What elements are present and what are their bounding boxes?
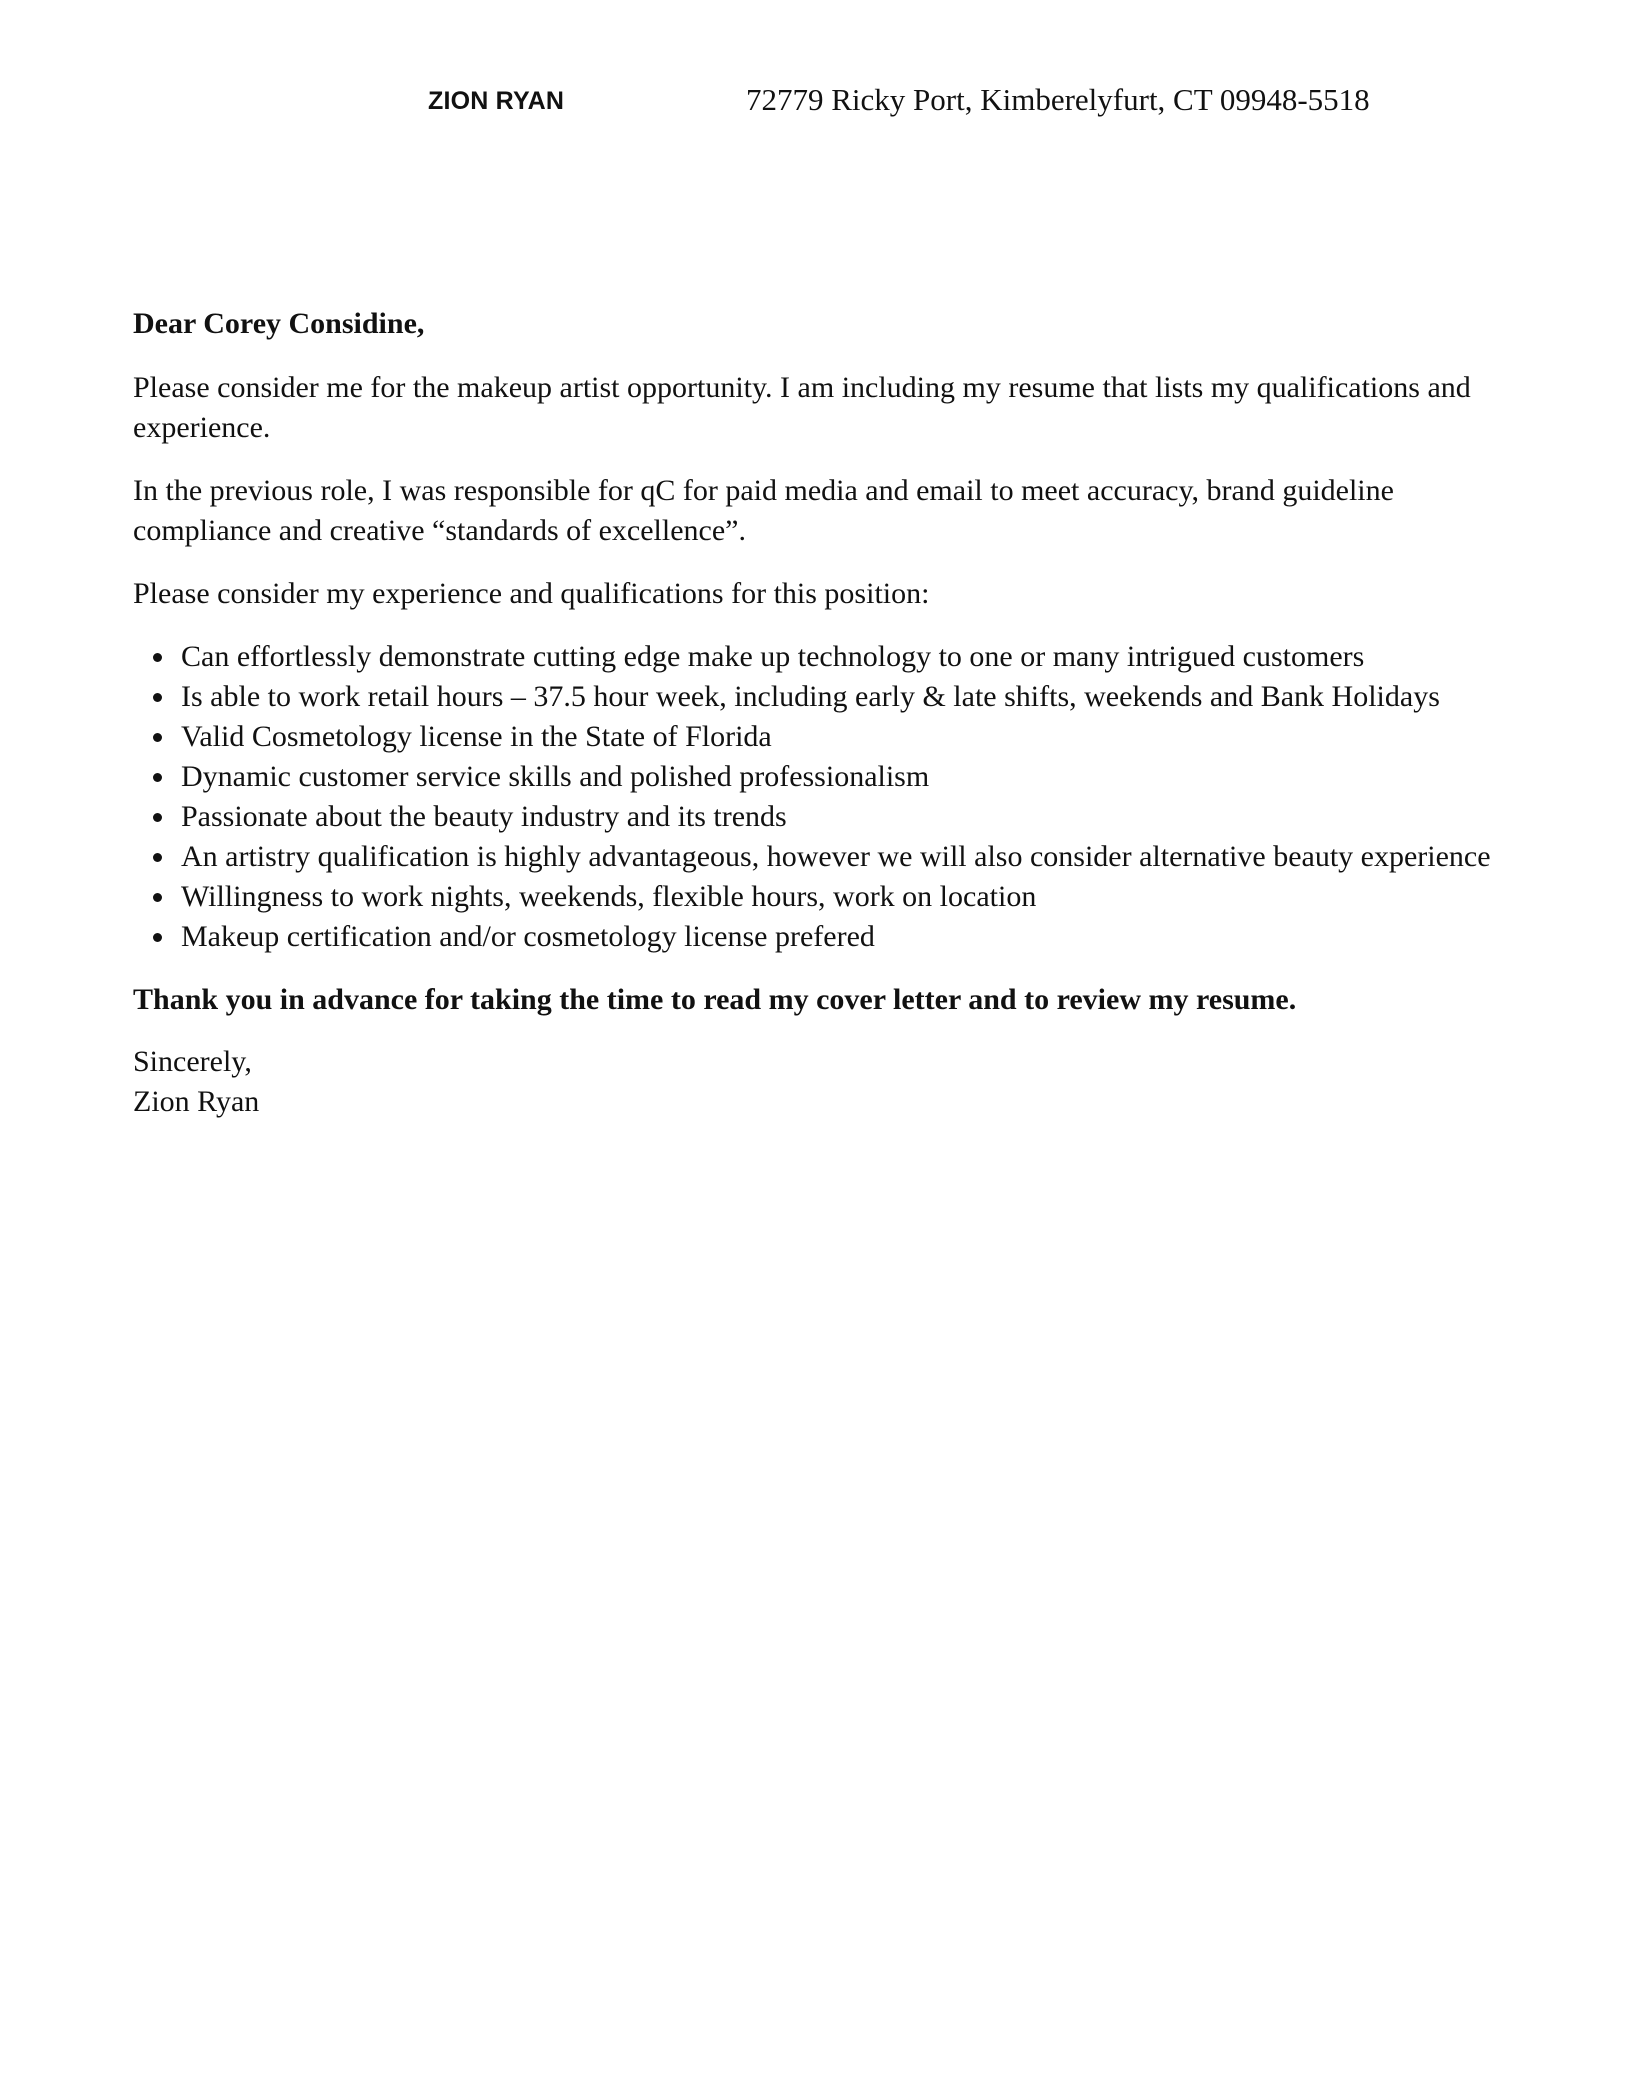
signature-name: Zion Ryan xyxy=(133,1085,260,1118)
list-item xyxy=(133,797,1513,837)
list-item-text: Is able to work retail hours – 37.5 hour week, including early & late shifts, weekends and Bank Holidays xyxy=(181,680,1440,713)
list-item-text: Passionate about the beauty industry and its trends xyxy=(181,800,787,833)
list-item xyxy=(133,677,1513,717)
bullet-icon xyxy=(153,693,162,702)
bullet-icon xyxy=(153,813,162,822)
list-item-text: Valid Cosmetology license in the State of Florida xyxy=(181,720,772,753)
letter-header xyxy=(0,80,1632,124)
list-item xyxy=(133,757,1513,797)
intro-paragraph: Please consider me for the makeup artist opportunity. I am including my resume that lists my qualifications and experience. xyxy=(133,371,1471,444)
bullet-icon xyxy=(153,933,162,942)
previous-role-paragraph: In the previous role, I was responsible for qC for paid media and email to meet accuracy, brand guideline compliance and creative “standards of excellence”. xyxy=(133,474,1394,547)
bullet-icon xyxy=(153,893,162,902)
list-item xyxy=(133,717,1513,757)
applicant-address: 72779 Ricky Port, Kimberelyfurt, CT 09948-5518 xyxy=(746,82,1370,117)
signoff: Sincerely, xyxy=(133,1045,252,1078)
bullet-icon xyxy=(153,653,162,662)
qualifications-intro: Please consider my experience and qualifications for this position: xyxy=(133,577,930,610)
list-item-text: Can effortlessly demonstrate cutting edge make up technology to one or many intrigued customers xyxy=(181,640,1365,673)
list-item-text: An artistry qualification is highly advantageous, however we will also consider alternative beauty experience xyxy=(181,840,1491,873)
list-item-text: Makeup certification and/or cosmetology license prefered xyxy=(181,920,875,953)
bullet-icon xyxy=(153,853,162,862)
list-item xyxy=(133,917,1513,957)
letter-body xyxy=(133,304,1513,1122)
salutation: Dear Corey Considine, xyxy=(133,307,425,340)
list-item xyxy=(133,637,1513,677)
closing-statement: Thank you in advance for taking the time to read my cover letter and to review my resume. xyxy=(133,983,1297,1016)
list-item-text: Willingness to work nights, weekends, flexible hours, work on location xyxy=(181,880,1037,913)
bullet-icon xyxy=(153,773,162,782)
applicant-name: ZION RYAN xyxy=(428,87,565,115)
list-item xyxy=(133,837,1513,877)
qualifications-list xyxy=(133,637,1513,957)
bullet-icon xyxy=(153,733,162,742)
list-item xyxy=(133,877,1513,917)
list-item-text: Dynamic customer service skills and polished professionalism xyxy=(181,760,930,793)
